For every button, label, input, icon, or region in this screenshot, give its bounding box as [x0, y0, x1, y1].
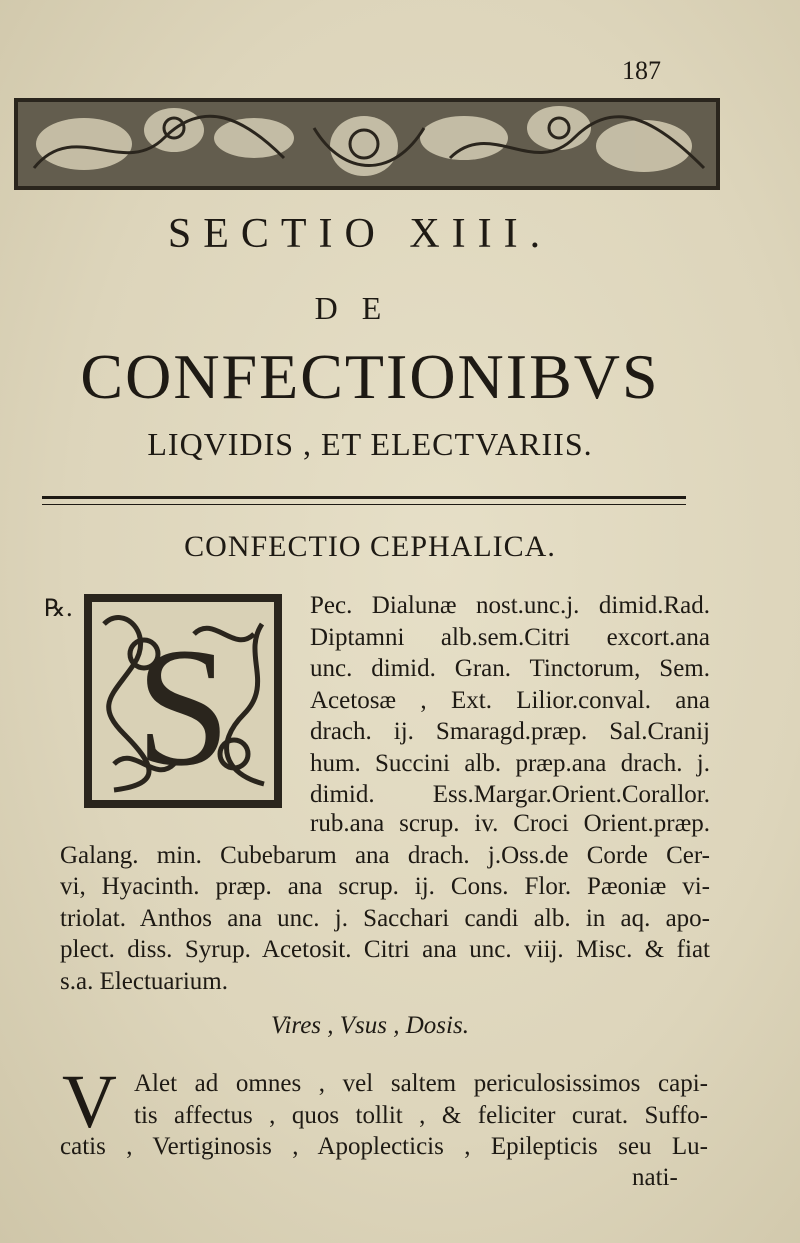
page-number: 187 — [622, 56, 661, 85]
section-subtitle: LIQVIDIS , ET ELECTVARIIS. — [147, 426, 593, 462]
recipe-line: Pec. Dialunæ nost.unc.j. dimid.Rad. — [310, 592, 710, 619]
description-line: catis , Vertiginosis , Apoplecticis , Epilepticis seu Lu- — [60, 1133, 708, 1160]
rx-symbol: ℞. — [44, 594, 74, 622]
section-heading: SECTIO XIII. — [167, 211, 553, 257]
svg-text:S: S — [135, 613, 231, 801]
recipe-line: Galang. min. Cubebarum ana drach. j.Oss.de Corde Cer- — [60, 841, 710, 869]
recipe-line: drach. ij. Smaragd.præp. Sal.Cranij — [310, 718, 710, 745]
recipe-line: Acetosæ , Ext. Lilior.conval. ana — [310, 686, 710, 714]
description-text-indented — [134, 1068, 708, 1131]
section-title: CONFECTIONIBVS — [80, 341, 660, 412]
vires-heading: Vires , Vsus , Dosis. — [271, 1012, 469, 1039]
recipe-line: s.a. Electuarium. — [60, 967, 228, 995]
description-line: Alet ad omnes , vel saltem periculosissimos capi- — [134, 1070, 708, 1097]
recipe-title: CONFECTIO CEPHALICA. — [184, 530, 556, 563]
recipe-line: triolat. Anthos ana unc. j. Sacchari candi alb. in aq. apo- — [60, 904, 710, 932]
recipe-line: rub.ana scrup. iv. Croci Orient.præp. — [310, 810, 710, 837]
description-text-full — [60, 1131, 708, 1163]
recipe-line: hum. Succini alb. præp.ana drach. j. — [310, 749, 710, 777]
recipe-line: dimid. Ess.Margar.Orient.Corallor. — [310, 781, 710, 808]
ornamental-headpiece — [14, 98, 720, 190]
section-de: DE — [314, 290, 406, 326]
recipe-line: Diptamni alb.sem.Citri excort.ana — [310, 623, 710, 651]
horizontal-rule — [42, 496, 686, 505]
recipe-line: unc. dimid. Gran. Tinctorum, Sem. — [310, 655, 710, 682]
recipe-text-beside-cap — [310, 590, 710, 811]
drop-cap-v: V — [62, 1060, 117, 1144]
recipe-line: vi, Hyacinth. præp. ana scrup. ij. Cons. Flor. Pæoniæ vi- — [60, 873, 710, 900]
ornamental-drop-cap-s — [84, 594, 282, 808]
recipe-line: plect. diss. Syrup. Acetosit. Citri ana unc. viij. Misc. & fiat — [60, 936, 710, 963]
description-line: tis affectus , quos tollit , & feliciter curat. Suffo- — [134, 1101, 708, 1129]
recipe-text-full — [60, 808, 710, 997]
catchword: nati- — [632, 1164, 678, 1191]
